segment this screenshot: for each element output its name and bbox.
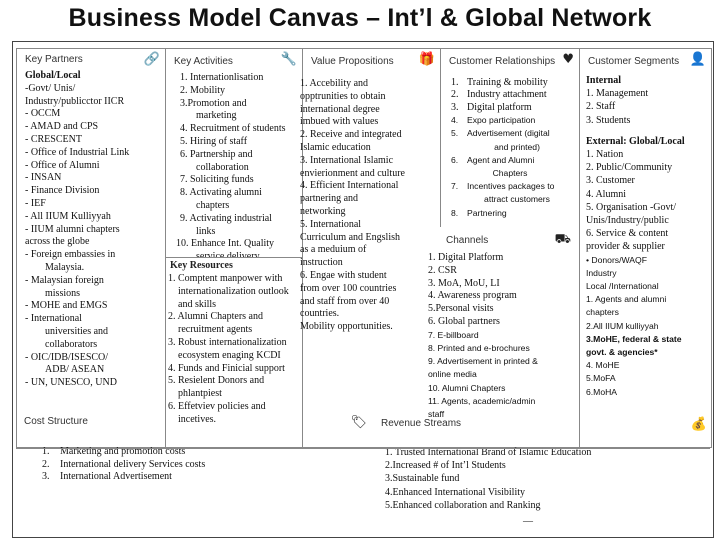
kp-line: - International (25, 313, 82, 325)
cs-external-item: • Donors/WAQF (586, 254, 647, 265)
ch-line: online media (428, 369, 477, 380)
vp-line: networking (300, 205, 346, 217)
cr-number: 7. (451, 181, 459, 192)
cr-item: Advertisement (digital (467, 128, 550, 139)
kr-line: incetives. (178, 413, 217, 425)
customer-segments-panel (579, 48, 712, 448)
key-activities-panel (165, 48, 303, 258)
kr-line: 4. Funds and Finicial support (168, 362, 285, 374)
kr-line: 5. Resielent Donors and (168, 375, 265, 387)
cost-item: International delivery Services costs (60, 458, 206, 470)
kp-line: - UN, UNESCO, UND (25, 377, 117, 389)
ka-line: marketing (196, 110, 237, 122)
kp-line: - AMAD and CPS (25, 121, 99, 133)
ka-line: 1. Internationlisation (180, 72, 264, 83)
cs-external-item: 3.MoHE, federal & state (586, 333, 682, 344)
ch-line: 1. Digital Platform (428, 252, 504, 263)
kp-line: - IEF (25, 197, 46, 209)
cost-structure-list: 1. Marketing and promotion costs 2. International delivery Services costs 3. International Advertisement (42, 446, 206, 483)
cr-number: 6. (451, 154, 459, 165)
vp-line: and staff from over 40 (300, 295, 390, 307)
cs-external-item: 5. Organisation -Govt/ (586, 201, 677, 213)
ka-line: collaboration (196, 161, 249, 173)
key-resources-list (168, 273, 289, 427)
vp-line: 2. Receive and integrated (300, 129, 402, 141)
cs-external-item: Local /International (586, 281, 659, 292)
revenue-streams-panel (375, 408, 712, 536)
kr-line: 6. Effetviev policies and (168, 400, 266, 412)
ka-line: 8. Activating alumni (180, 187, 262, 199)
customer-segments-list (586, 74, 685, 399)
cr-number: 4. (451, 115, 459, 126)
kp-line: - IIUM alumni chapters (25, 223, 120, 235)
cs-external-item: Industry (586, 267, 617, 278)
ch-line: 4. Awareness program (428, 290, 517, 302)
value-propositions-list (300, 78, 405, 334)
vp-line: 6. Engae with student (300, 269, 387, 281)
cr-item: Digital platform (467, 101, 532, 113)
cs-internal-item: 1. Management (586, 88, 649, 100)
value-propositions-header: Value Propositions (311, 56, 394, 67)
cs-external-item: govt. & agencies* (586, 347, 658, 358)
ch-line: 11. Agents, academic/admin (428, 395, 536, 406)
kr-line: ecosystem enaging KCDI (178, 349, 281, 361)
ch-line: 7. E-billboard (428, 329, 479, 340)
vp-line: international degree (300, 103, 380, 115)
cr-item: Expo participation (467, 115, 536, 126)
ka-line: links (196, 225, 216, 237)
cs-external-item: Unis/Industry/public (586, 215, 669, 227)
revenue-streams-list (385, 446, 591, 512)
cost-item: Marketing and promotion costs (60, 446, 186, 457)
person-icon: 👤 (689, 52, 706, 67)
ka-line: 9. Activating industrial (180, 212, 272, 224)
cost-structure-header: Cost Structure (24, 416, 88, 427)
channels-header: Channels (446, 235, 489, 246)
kp-line: Industry/publicctor IICR (25, 95, 125, 107)
kr-line: 1. Comptent manpower with (168, 273, 283, 284)
cs-external-item: chapters (586, 307, 619, 318)
truck-icon: ⛟ (554, 232, 571, 247)
rs-line: 5.Enhanced collaboration and Ranking (385, 499, 541, 511)
customer-relationships-list (451, 77, 567, 220)
cs-internal-heading: Internal (586, 75, 621, 86)
kr-line: 3. Robust internationalization (168, 336, 287, 348)
cs-external-heading: External: Global/Local (586, 135, 685, 147)
cs-external-item: 6.MoHA (586, 386, 618, 397)
ka-line: 5. Hiring of staff (180, 135, 248, 147)
vp-line: 5. International (300, 218, 362, 230)
cs-external-item: 5.MoFA (586, 373, 616, 384)
vp-line: envierionment and culture (300, 167, 405, 179)
ka-line: 3.Promotion and (180, 97, 247, 109)
rs-line: 1. Trusted International Brand of Islamic Education (385, 447, 592, 458)
vp-line: Curriculum and Engslish (300, 231, 400, 243)
vp-line: 1. Accebility and (300, 78, 369, 89)
customer-relationships-header: Customer Relationships (449, 56, 556, 67)
ch-line: 10. Alumni Chapters (428, 382, 506, 393)
cr-item: Partnering (467, 207, 507, 218)
vp-line: Islamic education (300, 141, 371, 153)
kp-line: missions (45, 287, 81, 299)
cs-external-item: 2. Public/Community (586, 162, 673, 174)
cr-item: Chapters (492, 168, 528, 179)
channels-list (428, 252, 538, 421)
heart-icon: ♥ (562, 52, 574, 67)
bottom-divider (16, 448, 710, 449)
cost-structure-panel (16, 408, 375, 536)
key-activities-list (170, 72, 286, 264)
cr-item: and printed) (494, 141, 540, 152)
cs-external-item: 4. Alumni (586, 188, 627, 200)
cost-item: International Advertisement (60, 471, 172, 483)
key-partners-list (25, 70, 129, 390)
vp-line: opptrunities to obtain (300, 90, 386, 102)
kr-line: internationalization outlook (178, 285, 289, 297)
cr-item: Agent and Alumni (467, 154, 535, 165)
kp-line: - Finance Division (25, 185, 100, 197)
vp-line: from over 100 countries (300, 282, 397, 294)
customer-segments-header: Customer Segments (588, 56, 680, 67)
key-partners-header: Key Partners (25, 54, 83, 65)
revenue-streams-header: Revenue Streams (381, 418, 462, 429)
cr-item: Industry attachment (467, 89, 547, 101)
vp-line: 3. International Islamic (300, 154, 394, 166)
ka-line: 6. Partnership and (180, 148, 253, 160)
value-propositions-panel (302, 48, 441, 448)
cs-external-item: 1. Agents and alumni (586, 294, 667, 305)
kp-line: - Malaysian foreign (25, 274, 104, 286)
gift-icon: 🎁 (418, 52, 435, 67)
kp-line: - OIC/IDB/ISESCO/ (25, 351, 109, 363)
customer-relationships-panel (440, 48, 580, 228)
cr-number: 3. (451, 101, 459, 113)
money-bag-icon: 💰 (690, 417, 707, 432)
vp-line: instruction (300, 257, 343, 269)
kp-line: Malaysia. (45, 261, 85, 273)
ka-line: 10. Enhance Int. Quality (176, 238, 275, 250)
kp-line: universities and (45, 325, 109, 337)
kp-line: - MOHE and EMGS (25, 300, 108, 312)
link-icon: 🔗 (143, 52, 160, 67)
kp-line: - Office of Industrial Link (25, 146, 130, 158)
kp-line: - Foreign embassies in (25, 249, 116, 261)
kr-line: recruitment agents (178, 324, 253, 336)
ch-line: staff (428, 409, 445, 419)
kp-line: across the globe (25, 236, 90, 248)
ch-line: 9. Advertisement in printed & (428, 356, 538, 367)
cr-number: 5. (451, 128, 459, 139)
cs-external-item: 4. MoHE (586, 360, 620, 371)
kp-line: - INSAN (25, 172, 62, 184)
ka-line: 4. Recruitment of students (180, 123, 286, 135)
cs-internal-item: 2. Staff (586, 101, 616, 113)
vp-line: Mobility opportunities. (300, 321, 393, 333)
business-model-canvas (12, 41, 714, 538)
cs-external-item: 2.All IIUM kulliyyah (586, 320, 659, 331)
ch-line: 3. MoA, MoU, LI (428, 277, 500, 289)
page-title: Business Model Canvas – Int’l & Global Network (68, 4, 652, 32)
ch-line: 6. Global partners (428, 315, 500, 327)
cr-number: 8. (451, 207, 459, 218)
kr-line: phlantpiest (178, 388, 222, 400)
vp-line: imbued with values (300, 116, 379, 128)
cr-number: 1. (451, 77, 459, 88)
rs-line: 2.Increased # of Int’l Students (385, 460, 506, 472)
key-activities-header: Key Activities (174, 56, 233, 67)
cs-external-item: 1. Nation (586, 149, 624, 161)
ka-line: chapters (196, 199, 230, 211)
kp-line: collaborators (45, 338, 98, 350)
key-partners-panel (16, 48, 166, 448)
cs-external-item: 3. Customer (586, 175, 635, 187)
vp-line: as a meduium of (300, 244, 367, 256)
kr-line: 2. Alumni Chapters and (168, 311, 263, 323)
ch-line: 5.Personal visits (428, 303, 494, 315)
vp-line: partnering and (300, 193, 359, 205)
ka-line: 2. Mobility (180, 84, 226, 96)
vp-line: 4. Efficient International (300, 180, 399, 192)
kp-line: - Office of Alumni (25, 159, 100, 171)
rs-line: 4.Enhanced International Visibility (385, 486, 526, 498)
cs-external-item: 6. Service & content (586, 228, 669, 240)
kp-line: - OCCM (25, 108, 61, 120)
cr-item: attract customers (484, 194, 550, 205)
kp-line: ADB/ ASEAN (45, 364, 105, 376)
tag-icon: 🏷 (350, 415, 367, 430)
cr-item: Training & mobility (467, 77, 548, 88)
kr-line: and skills (178, 298, 217, 310)
kp-line: Global/Local (25, 70, 81, 81)
cr-number: 2. (451, 89, 459, 101)
cr-item: Incentives packages to (467, 181, 555, 192)
rs-footer: –– (523, 516, 533, 527)
kp-line: -Govt/ Unis/ (25, 82, 76, 94)
kp-line: - All IIUM Kulliyyah (25, 210, 111, 222)
ch-line: 2. CSR (428, 264, 457, 276)
vp-line: countries. (300, 308, 340, 320)
rs-line: 3.Sustainable fund (385, 473, 460, 485)
key-resources-header: Key Resources (170, 260, 233, 271)
wrench-icon: 🔧 (280, 52, 297, 67)
kp-line: - CRESCENT (25, 133, 82, 145)
cs-external-item: provider & supplier (586, 241, 665, 253)
cs-internal-item: 3. Students (586, 114, 631, 126)
ch-line: 8. Printed and e-brochures (428, 342, 530, 353)
ka-line: 7. Soliciting funds (180, 174, 254, 186)
